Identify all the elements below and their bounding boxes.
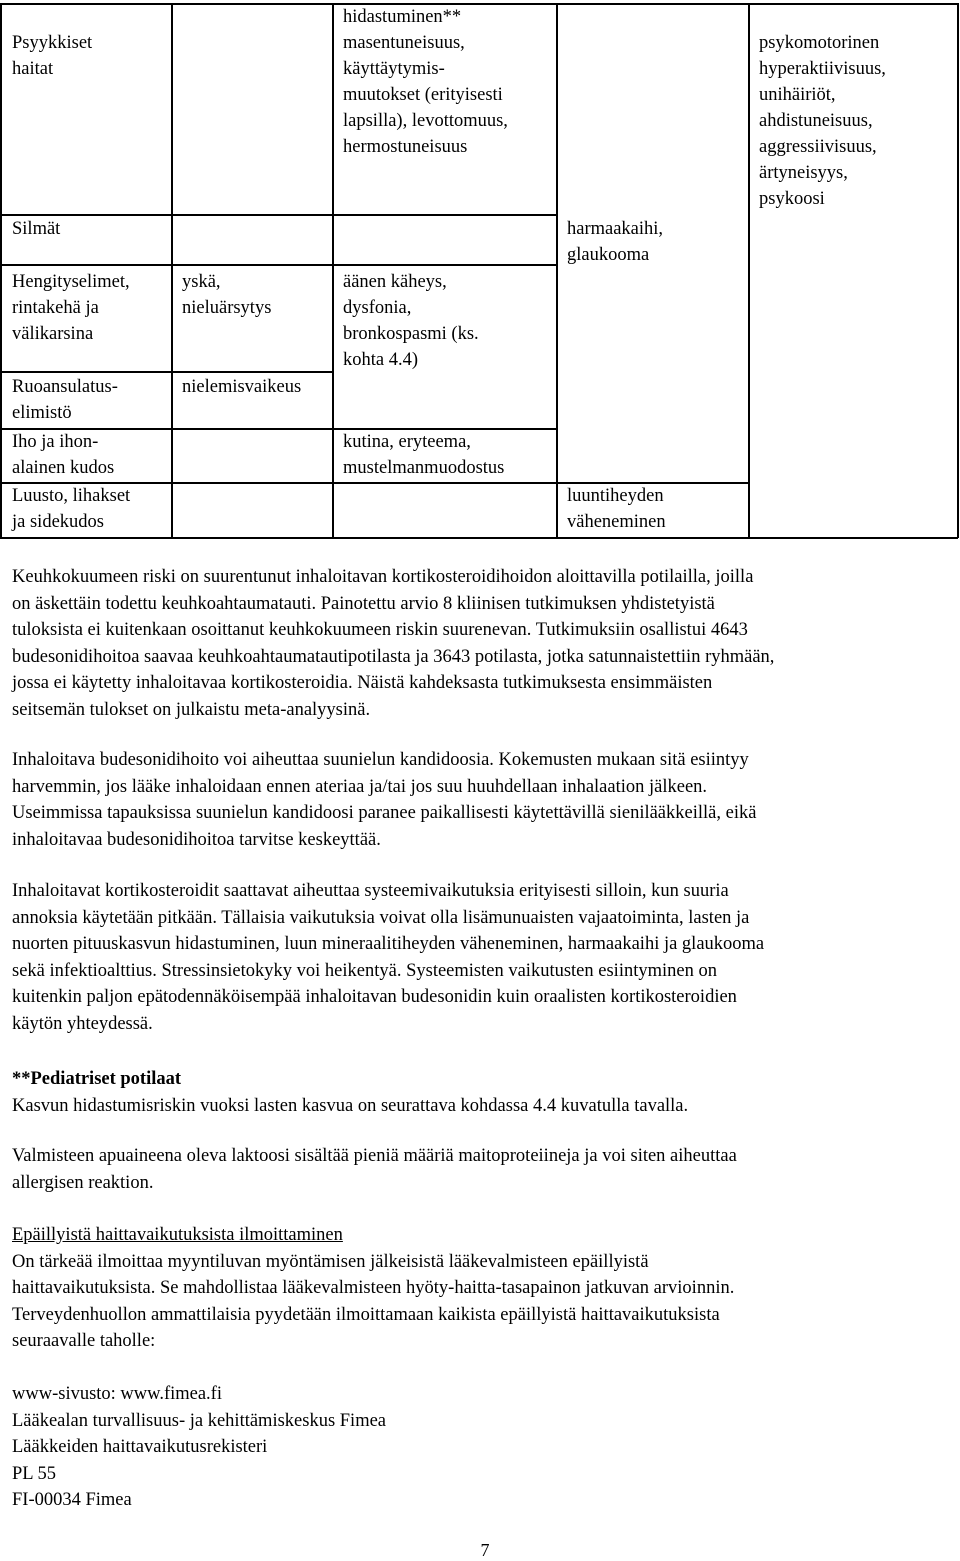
effect-cell (343, 269, 479, 373)
row-divider (171, 371, 333, 373)
effect-text: yskä, (182, 272, 221, 292)
row-divider (332, 482, 557, 484)
effect-cell (567, 483, 666, 535)
contact-line: Lääkkeiden haittavaikutusrekisteri (12, 1437, 268, 1457)
reporting-section: Epäillyistä haittavaikutuksista ilmoittaminen On tärkeää ilmoittaa myyntiluvan myöntämisen jälkeisistä lääkevalmisteen epäillyistä haittavaikutuksista. Se mahdollistaa lääkevalmisteen hyöty-haitta-tasapainon jatkuvan arvioinnin. Terveydenhuollon ammattilaisia pyydetään ilmoittamaan kaikista epäillyistä haittavaikutuksista seuraavalle taholle: (12, 1222, 940, 1355)
organ-label: Ruoansulatus- (12, 377, 118, 397)
systemic-effects-paragraph: Inhaloitavat kortikosteroidit saattavat aiheuttaa systeemivaikutuksia erityisesti silloin, kun suuria annoksia käytetään pitkään. Tällaisia vaikutuksia voivat olla lisämunuaisten vajaatoiminta, lasten ja nuorten pituuskasvun hidastuminen, luun mineraalitiheyden väheneminen, harmaakaihi ja glaukooma sekä infektioalttius. Stressinsietokyky voi heikentyä. Systeemisten vaikutusten esiintyminen on kuitenkin paljon epätodennäköisempää inhaloitavan budesonidin kuin oraalisten kortikosteroidien käytön yhteydessä. (12, 881, 765, 1034)
effect-text: hidastuminen** (343, 7, 462, 27)
effect-text: nielemisvaikeus (182, 377, 302, 397)
row-divider (171, 264, 333, 266)
organ-label: Psyykkiset (12, 33, 93, 53)
organ-cell (12, 30, 92, 82)
organ-cell (12, 429, 114, 481)
effect-text: dysfonia, (343, 298, 412, 318)
organ-cell (12, 216, 60, 242)
effect-cell (182, 374, 301, 400)
contact-line: FI-00034 Fimea (12, 1490, 132, 1510)
pneumonia-risk-paragraph: Keuhkokuumeen riski on suurentunut inhaloitavan kortikosteroidihoidon aloittavilla potilailla, joilla on äskettäin todettu keuhkoahtaumatauti. Painotettu arvio 8 kliinisen tutkimuksen yhdistetyistä tuloksista ei kuitenkaan osoittanut keuhkokuumeen riskin suurenevan. Tutkimuksiin osallistui 4643 budesonidihoitoa saavaa keuhkoahtaumatautipotilasta ja 3643 potilasta, jotka satunnaistettiin ryhmään, jossa ei käytetty inhaloitavaa kortikosteroidia. Näistä kahdeksasta tutkimuksesta ensimmäisten seitsemän tulokset on julkaistu meta-analyysinä. (12, 567, 775, 720)
organ-cell (12, 269, 130, 347)
pediatric-heading: **Pediatriset potilaat (12, 1069, 182, 1089)
contact-line: PL 55 (12, 1463, 57, 1484)
organ-label: Hengityselimet, (12, 272, 130, 292)
lactose-paragraph: Valmisteen apuaineena oleva laktoosi sisältää pieniä määriä maitoproteiineja ja voi siten aiheuttaa allergisen reaktion. (12, 1146, 737, 1193)
table-divider (748, 3, 750, 538)
effect-text: psykoosi (759, 189, 825, 209)
effect-text: ärtyneisyys, (759, 163, 848, 183)
organ-label: Iho ja ihon- (12, 432, 99, 452)
website-link[interactable]: www-sivusto: www.fimea.fi (12, 1384, 222, 1404)
effect-text: psykomotorinen (759, 33, 880, 53)
organ-label: elimistö (12, 403, 72, 423)
reporting-heading: Epäillyistä haittavaikutuksista ilmoittaminen (12, 1225, 343, 1245)
row-divider (171, 482, 333, 484)
table-divider (171, 3, 173, 538)
organ-cell (12, 483, 130, 535)
effect-text: bronkospasmi (ks. (343, 324, 479, 344)
organ-cell (12, 374, 118, 426)
effect-text: kohta 4.4) (343, 350, 419, 370)
organ-label: alainen kudos (12, 458, 115, 478)
effect-text: äänen käheys, (343, 272, 447, 292)
effect-text: hyperaktiivisuus, (759, 59, 886, 79)
effect-text: glaukooma (567, 245, 650, 265)
organ-label: ja sidekudos (12, 512, 104, 532)
effect-text: lapsilla), levottomuus, (343, 111, 508, 131)
organ-label: Silmät (12, 219, 61, 239)
effect-text: aggressiivisuus, (759, 137, 877, 157)
organ-label: välikarsina (12, 324, 94, 344)
effect-cell (343, 429, 504, 481)
pediatric-section (12, 1066, 940, 1119)
table-divider (332, 3, 334, 538)
pediatric-text: Kasvun hidastumisriskin vuoksi lasten kasvua on seurattava kohdassa 4.4 kuvatulla tavalla. (12, 1095, 689, 1116)
row-divider (0, 371, 172, 373)
table-border-bottom (0, 537, 958, 539)
effect-text: harmaakaihi, (567, 219, 664, 239)
effect-text: hermostuneisuus (343, 137, 468, 157)
row-divider (171, 214, 333, 216)
effect-text: käyttäytymis- (343, 59, 445, 79)
effect-text: mustelmanmuodostus (343, 458, 505, 478)
row-divider (0, 264, 172, 266)
organ-label: haitat (12, 59, 54, 79)
row-divider (171, 428, 333, 430)
effect-text: väheneminen (567, 512, 666, 532)
effect-text: luuntiheyden (567, 486, 664, 506)
effect-cell (567, 216, 663, 268)
contact-line: Lääkealan turvallisuus- ja kehittämiskeskus Fimea (12, 1410, 387, 1431)
effect-text: masentuneisuus, (343, 33, 465, 53)
effect-text: unihäiriöt, (759, 85, 836, 105)
table-divider (556, 3, 558, 538)
effect-cell (182, 269, 271, 321)
organ-label: Luusto, lihakset (12, 486, 131, 506)
effect-text: nieluärsytys (182, 298, 272, 318)
effect-cell (759, 30, 886, 212)
table-border-left (0, 3, 2, 538)
effect-text: ahdistuneisuus, (759, 111, 873, 131)
effect-text: kutina, eryteema, (343, 432, 471, 452)
organ-label: rintakehä ja (12, 298, 99, 318)
contact-block (12, 1381, 940, 1514)
effect-text: muutokset (erityisesti (343, 85, 503, 105)
effect-cell (343, 4, 508, 160)
row-divider (332, 264, 557, 266)
page-number: 7 (480, 1540, 490, 1560)
candidiasis-paragraph: Inhaloitava budesonidihoito voi aiheuttaa suunielun kandidoosia. Kokemusten mukaan sitä esiintyy harvemmin, jos lääke inhaloidaan ennen ateriaa ja/tai jos suu huuhdellaan inhalaation jälkeen. Useimmissa tapauksissa suunielun kandidoosi paranee paikallisesti käytettävillä sienilääkkeillä, eikä inhaloitavaa budesonidihoitoa tarvitse keskeyttää. (12, 750, 757, 850)
row-divider (332, 214, 557, 216)
table-border-right (957, 3, 959, 538)
